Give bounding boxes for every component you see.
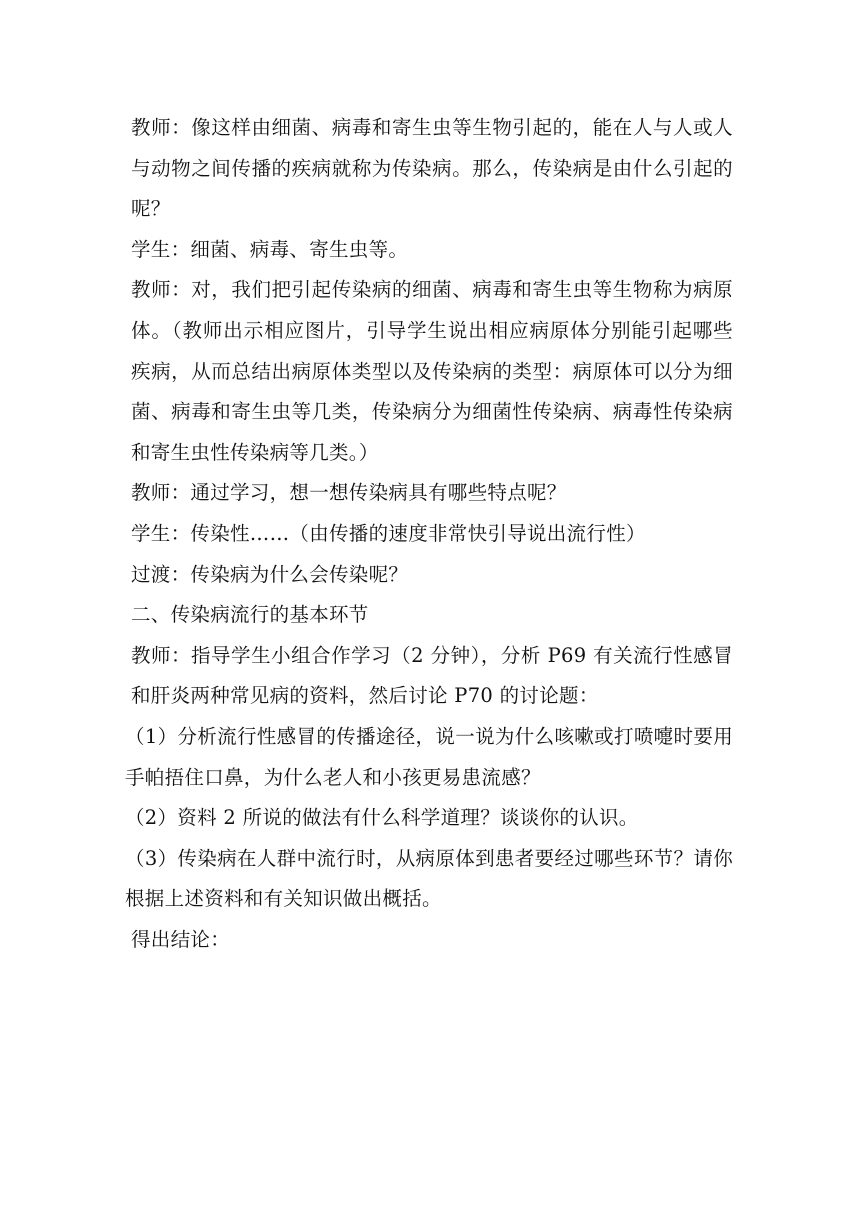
paragraph-student-characteristics-answer: 学生：传染性……（由传播的速度非常快引导说出流行性） bbox=[131, 521, 646, 545]
paragraph-conclusion-label: 得出结论： bbox=[131, 927, 231, 951]
document-body bbox=[125, 108, 733, 960]
section-heading-basic-links: 二、传染病流行的基本环节 bbox=[131, 603, 369, 627]
discussion-question-2: （2）资料 2 所说的做法有什么科学道理？谈谈你的认识。 bbox=[125, 806, 639, 830]
paragraph-teacher-pathogen-types: 教师：对，我们把引起传染病的细菌、病毒和寄生虫等生物称为病原体。（教师出示相应图片，引导学生说出相应病原体分别能引起哪些疾病，从而总结出病原体类型以及传染病的类型：病原体可以分为细菌、病毒和寄生虫等几类，传染病分为细菌性传染病、病毒性传染病和寄生虫性传染病等几类。） bbox=[131, 278, 733, 464]
paragraph-transition: 过渡：传染病为什么会传染呢？ bbox=[131, 562, 409, 586]
paragraph-teacher-group-study: 教师：指导学生小组合作学习（2 分钟），分析 P69 有关流行性感冒和肝炎两种常见病的资料，然后讨论 P70 的讨论题： bbox=[131, 643, 733, 708]
discussion-question-3: （3）传染病在人群中流行时，从病原体到患者要经过哪些环节？请你根据上述资料和有关知识做出概括。 bbox=[125, 846, 733, 911]
paragraph-teacher-characteristics-question: 教师：通过学习，想一想传染病具有哪些特点呢？ bbox=[131, 481, 567, 505]
discussion-question-1: （1）分析流行性感冒的传播途径，说一说为什么咳嗽或打喷嚏时要用手帕捂住口鼻，为什么老人和小孩更易患流感？ bbox=[125, 724, 733, 789]
paragraph-teacher-definition: 教师：像这样由细菌、病毒和寄生虫等生物引起的，能在人与人或人与动物之间传播的疾病就称为传染病。那么，传染病是由什么引起的呢？ bbox=[131, 116, 733, 221]
paragraph-student-answer-pathogens: 学生：细菌、病毒、寄生虫等。 bbox=[131, 237, 409, 261]
